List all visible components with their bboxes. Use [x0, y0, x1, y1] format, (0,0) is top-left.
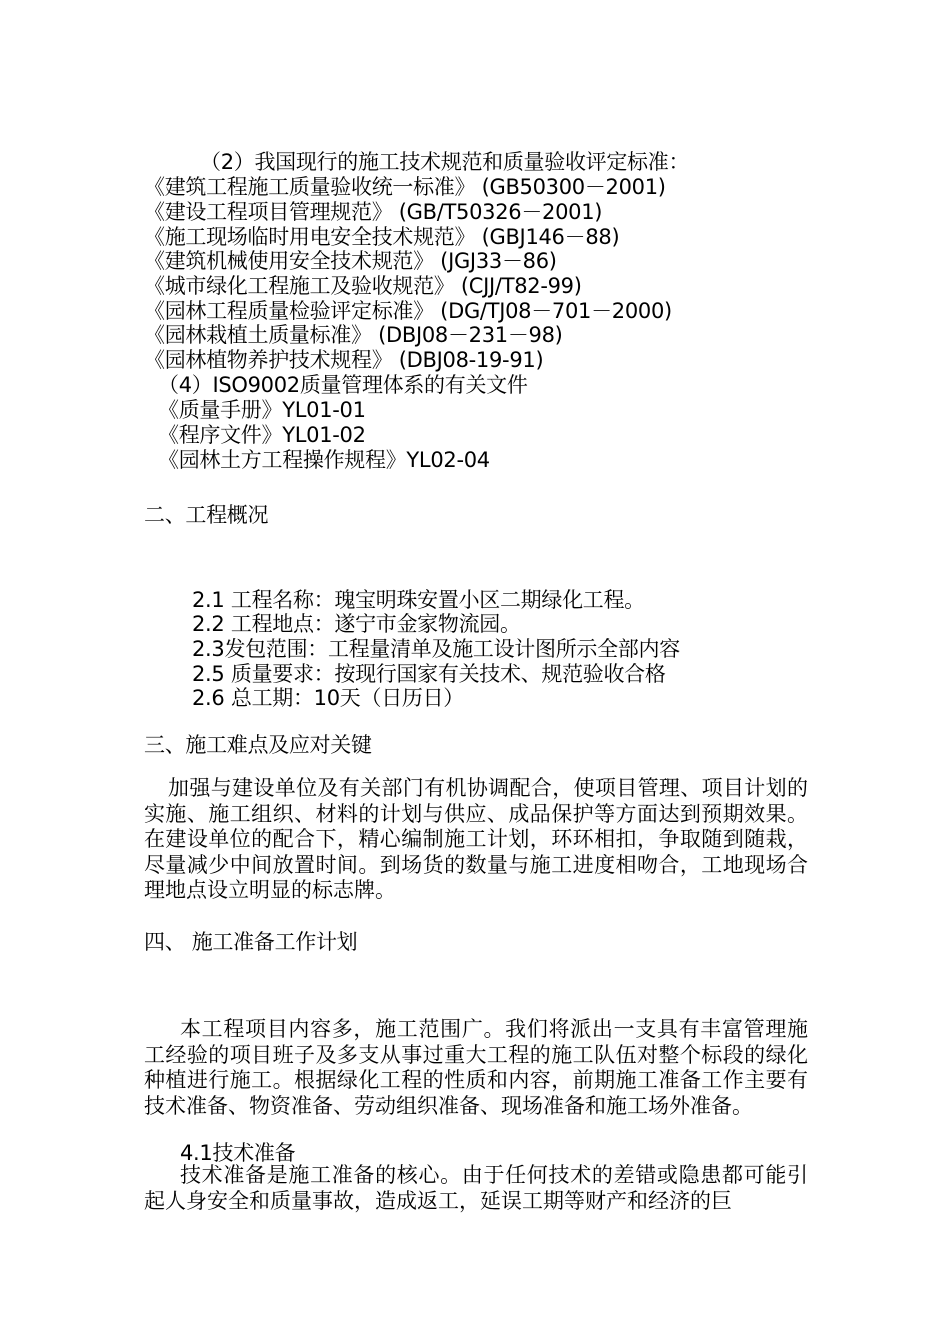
difficulties-paragraph: 加强与建设单位及有关部门有机协调配合，使项目管理、项目计划的实施、施工组织、材料的计划与供应、成品保护等方面达到预期效果。在建设单位的配合下，精心编制施工计划，环环相扣，争取随到随栽，尽量减少中间放置时间。到场货的数量与施工进度相吻合，工地现场合理地点设立明显的标志牌。	[144, 776, 808, 902]
overview-item: 2.3发包范围：工程量清单及施工设计图所示全部内容	[192, 637, 680, 661]
overview-item: 2.2 工程地点：遂宁市金家物流园。	[192, 612, 521, 636]
preparation-paragraph: 本工程项目内容多，施工范围广。我们将派出一支具有丰富管理施工经验的项目班子及多支从事过重大工程的施工队伍对整个标段的绿化种植进行施工。根据绿化工程的性质和内容，前期施工准备工作主要有技术准备、物资准备、劳动组织准备、现场准备和施工场外准备。	[144, 1017, 808, 1118]
standard-item: 《园林工程质量检验评定标准》 (DG/TJ08－701－2000)	[144, 299, 672, 323]
overview-item: 2.5 质量要求：按现行国家有关技术、规范验收合格	[192, 662, 666, 686]
standard-item: 《建设工程项目管理规范》 (GB/T50326－2001)	[144, 200, 603, 224]
sub-heading-technical: 4.1技术准备	[180, 1141, 296, 1165]
overview-item: 2.1 工程名称：瑰宝明珠安置小区二期绿化工程。	[192, 588, 645, 612]
section-heading-difficulties: 三、施工难点及应对关键	[144, 733, 372, 757]
standards-intro: （2）我国现行的施工技术规范和质量验收评定标准：	[200, 150, 690, 174]
standard-item: 《建筑机械使用安全技术规范》 (JGJ33－86)	[144, 249, 557, 273]
standard-item: 《施工现场临时用电安全技术规范》 (GBJ146－88)	[144, 225, 620, 249]
standard-item: 《建筑工程施工质量验收统一标准》 (GB50300－2001)	[144, 175, 666, 199]
overview-item: 2.6 总工期：10天（日历日）	[192, 686, 464, 710]
section-heading-overview: 二、工程概况	[144, 503, 269, 527]
technical-paragraph: 技术准备是施工准备的核心。由于任何技术的差错或隐患都可能引起人身安全和质量事故，造成返工，延误工期等财产和经济的巨	[144, 1163, 808, 1213]
standard-item: 《园林植物养护技术规程》 (DBJ08-19-91)	[144, 348, 544, 372]
standard-item: 《园林栽植土质量标准》 (DBJ08－231－98)	[144, 323, 563, 347]
iso-title: （4）ISO9002质量管理体系的有关文件	[158, 373, 528, 397]
iso-doc-item: 《程序文件》YL01-02	[158, 423, 366, 447]
standard-item: 《城市绿化工程施工及验收规范》 (CJJ/T82-99)	[144, 274, 582, 298]
section-heading-preparation: 四、 施工准备工作计划	[144, 930, 358, 954]
iso-doc-item: 《质量手册》YL01-01	[158, 398, 366, 422]
iso-doc-item: 《园林土方工程操作规程》YL02-04	[158, 448, 490, 472]
